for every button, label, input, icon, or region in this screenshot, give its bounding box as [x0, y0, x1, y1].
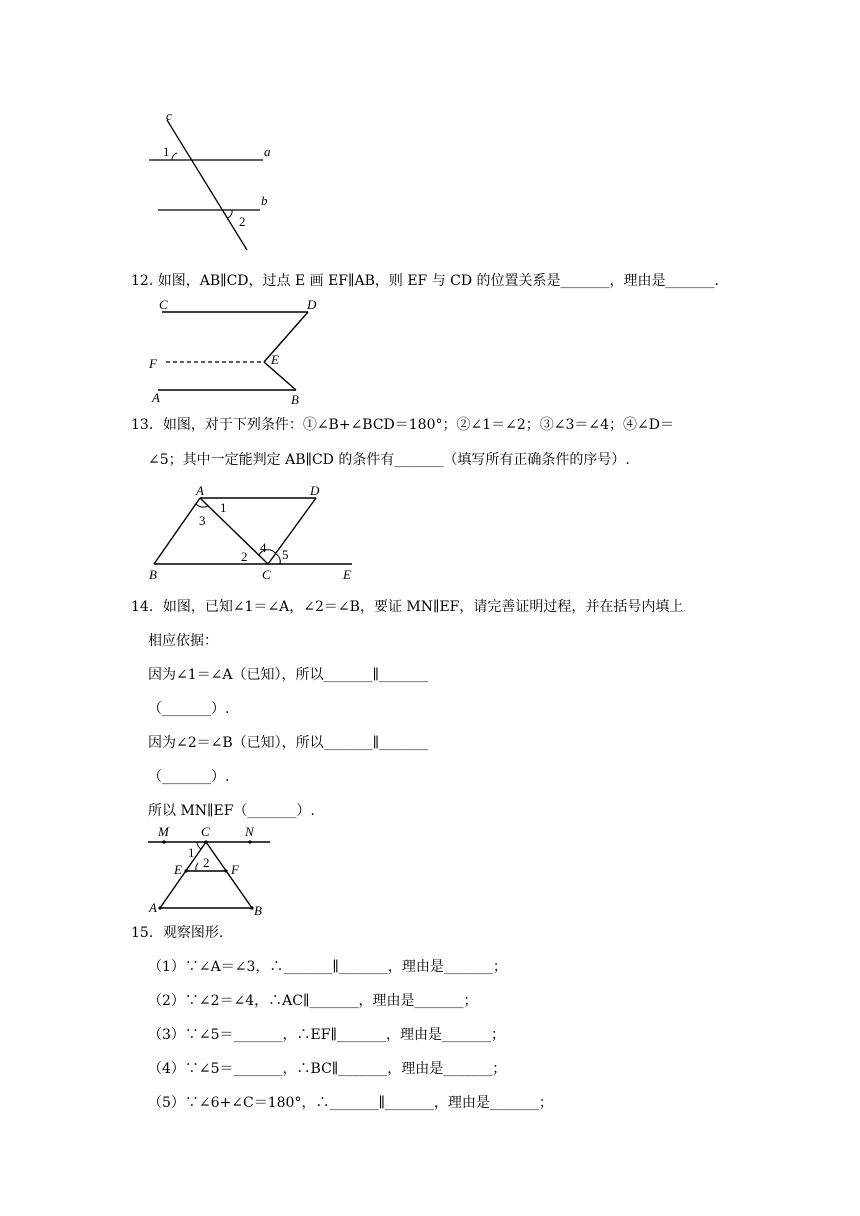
point-label-D: D [310, 483, 320, 498]
angle-label-2: 2 [203, 855, 210, 870]
angle-label-1: 1 [188, 845, 195, 860]
question-14-line-5: 因为∠2＝∠B（已知），所以_______∥_______ [148, 735, 429, 751]
point-label-B: B [149, 567, 157, 582]
angle-label-1: 1 [220, 500, 227, 515]
question-14-line-7: 所以 MN∥EF（_______）. [148, 803, 315, 819]
point-label-N: N [245, 824, 254, 839]
question-14-line-1: 14．如图，已知∠1＝∠A，∠2＝∠B，要证 MN∥EF，请完善证明过程，并在括号内填上 [131, 599, 684, 615]
figure-q13 [140, 478, 370, 584]
point-label-A: A [149, 900, 157, 915]
point-label-C: C [262, 567, 271, 582]
point-label-C: C [159, 297, 168, 312]
line-label-c: c [166, 108, 172, 123]
angle-label-2: 2 [241, 549, 248, 564]
point-label-B: B [291, 392, 299, 406]
angle-label-1: 1 [163, 144, 170, 159]
point-label-A: A [152, 390, 160, 405]
question-15-item-3: （3）∵∠5＝_______，∴EF∥_______，理由是_______； [148, 1027, 505, 1043]
question-12-text: 12. 如图，AB∥CD，过点 E 画 EF∥AB，则 EF 与 CD 的位置关系是_______，理由是_______. [131, 273, 720, 289]
angle-label-4: 4 [260, 540, 267, 555]
question-15-item-4: （4）∵∠5＝_______，∴BC∥_______，理由是_______； [148, 1061, 507, 1077]
question-15-item-5: （5）∵∠6+∠C＝180°，∴_______∥_______，理由是_______； [148, 1095, 553, 1111]
point-label-A: A [196, 483, 204, 498]
question-15-title: 15．观察图形. [131, 925, 224, 941]
question-15-item-2: （2）∵∠2＝∠4，∴AC∥_______，理由是_______； [148, 993, 478, 1009]
point-label-F: F [149, 356, 157, 371]
point-label-E: E [343, 567, 351, 582]
point-label-F: F [231, 862, 239, 877]
figure-q12 [140, 292, 340, 406]
line-label-b: b [261, 193, 268, 208]
question-14-line-2: 相应依据： [148, 633, 218, 649]
figure-q14 [140, 822, 280, 918]
angle-label-3: 3 [199, 513, 206, 528]
point-label-B: B [254, 903, 262, 918]
question-14-line-3: 因为∠1＝∠A（已知），所以_______∥_______ [148, 667, 428, 683]
question-14-line-4: （_______）. [148, 701, 230, 717]
angle-label-5: 5 [282, 547, 289, 562]
point-label-E: E [174, 862, 182, 877]
question-15-item-1: （1）∵∠A＝∠3，∴_______∥_______，理由是_______； [148, 959, 507, 975]
question-13-line-2: ∠5；其中一定能判定 AB∥CD 的条件有_______（填写所有正确条件的序号）. [148, 452, 630, 468]
point-label-C: C [201, 824, 210, 839]
angle-label-2: 2 [239, 214, 246, 229]
line-label-a: a [264, 144, 271, 159]
question-13-line-1: 13．如图，对于下列条件：①∠B+∠BCD＝180°；②∠1＝∠2；③∠3＝∠4；④∠D＝ [131, 417, 675, 433]
point-label-M: M [158, 824, 169, 839]
figure-q11 [140, 108, 280, 258]
point-label-D: D [307, 297, 317, 312]
point-label-E: E [271, 352, 279, 367]
question-14-line-6: （_______）. [148, 769, 230, 785]
